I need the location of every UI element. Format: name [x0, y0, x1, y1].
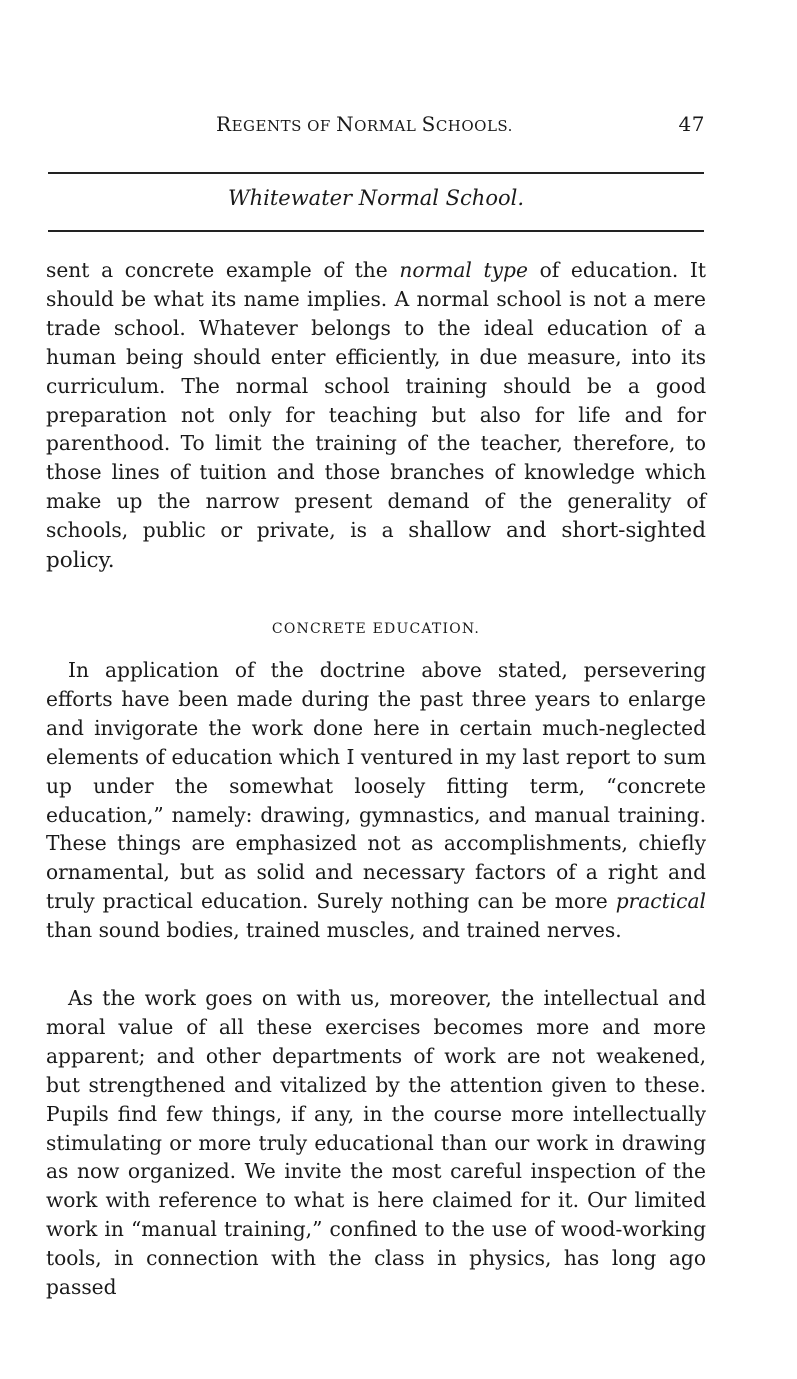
paragraph-3: As the work goes on with us, moreover, the intellectual and moral value of all these exercises becomes more and more apparent; and other departments of work are not weakened, but strengthened and vitalized by the attention given to these. Pupils find few things, if any, in the course more intellectually stimulating or more truly educational than our work in drawing as now organized. We invite the most careful inspection of the work with reference to what is here claimed for it. Our limited work in “manual training,” confined to the use of wood-working tools, in connection with the class in physics, has long ago passed [46, 986, 706, 1300]
paragraph-text: In application of the doctrine above stated, persevering efforts have been made during the past three years to enlarge and invigorate the work done here in certain much-neglected elements of education which I ventured in my last report to sum up under the somewhat loosely fitting term, “concrete education,” namely: drawing, gymnastics, and manual training. These things are emphasized not as accomplishments, chiefly ornamental, but as solid and necessary factors of a right and truly practical education. Surely nothing can be more [46, 658, 706, 914]
title-initial: S [421, 112, 436, 136]
header-rule-top [48, 172, 704, 174]
paragraph-2 [46, 656, 706, 945]
title-part: EGENTS OF [231, 117, 337, 135]
emphasis-normal-type: normal type [399, 258, 528, 282]
title-part: ORMAL [354, 117, 422, 135]
title-part: CHOOLS. [435, 117, 513, 135]
emphasis-practical: practical [615, 889, 706, 914]
running-title [216, 112, 513, 136]
paragraph-text: sent a concrete example of the [46, 258, 400, 282]
title-initial: R [216, 112, 232, 136]
title-initial: N [336, 112, 355, 136]
paragraph-text-last: shallow and short-sighted policy. [46, 518, 706, 574]
header-rule-bottom [48, 230, 704, 232]
paragraph-text: of education. It should be what its name implies. A normal school is not a mere trade school. Whatever belongs to the ideal education of a human being should enter efficiently, in due measure, into its curriculum. The normal school training should be a good preparation not only for teaching but also for life and for parenthood. To limit the training of the teacher, therefore, to those lines of tuition and those branches of knowledge which make up the narrow present demand of the generality of schools, public or private, is a [46, 258, 706, 543]
page-number: 47 [678, 112, 705, 136]
section-heading: CONCRETE EDUCATION. [271, 621, 481, 637]
page-subheading: Whitewater Normal School. [228, 186, 524, 210]
paragraph-1 [46, 256, 706, 576]
paragraph-text: than sound bodies, trained muscles, and trained nerves. [46, 918, 622, 943]
